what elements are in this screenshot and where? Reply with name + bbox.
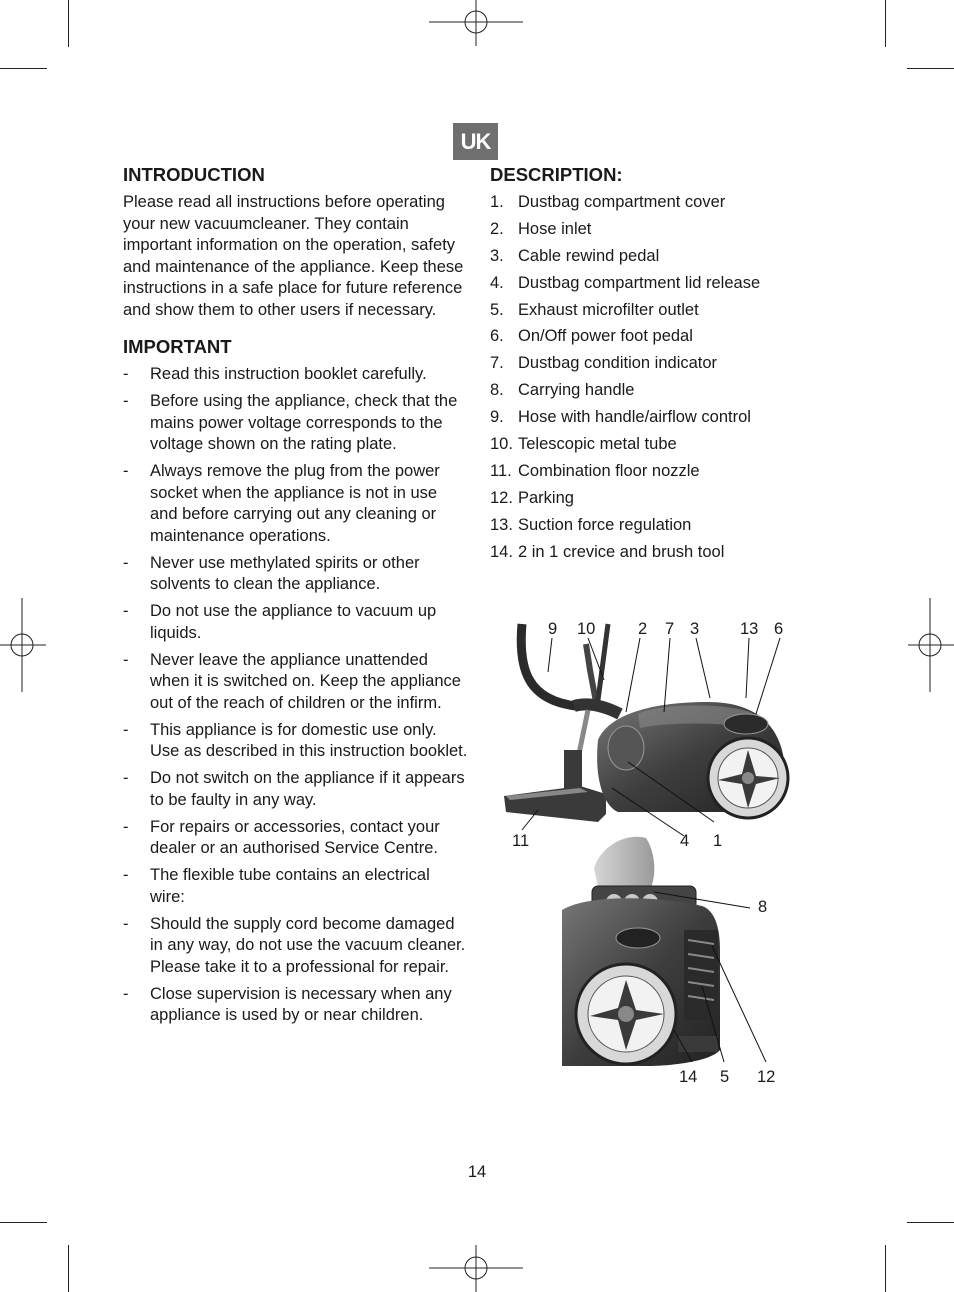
introduction-heading: INTRODUCTION: [123, 164, 265, 185]
list-item: - Close supervision is necessary when any appliance is used by or near children.: [123, 984, 468, 1027]
item-text: Exhaust microfilter outlet: [518, 300, 699, 319]
item-text: Carrying handle: [518, 381, 635, 400]
callout-label: 7: [665, 620, 675, 638]
item-text: Parking: [518, 488, 574, 507]
item-number: 12.: [490, 488, 513, 507]
list-item: [490, 300, 820, 322]
description-heading: DESCRIPTION:: [490, 164, 623, 185]
list-item: [490, 219, 820, 241]
callout-label: 8: [758, 898, 768, 916]
item-text: Suction force regulation: [518, 515, 692, 534]
callout-label: 2: [638, 620, 648, 638]
list-item: [490, 192, 820, 214]
callout-label: 4: [680, 832, 690, 850]
list-item: [490, 542, 820, 564]
introduction-text: Please read all instructions before operating your new vacuumcleaner. They contain important information on the operation, safety and maintenance of the appliance. Keep these instructions in a safe place for future reference and show them to other users if necessary.: [123, 193, 464, 319]
item-text: Telescopic metal tube: [518, 435, 677, 454]
crop-mark: [0, 1222, 47, 1223]
list-item: [490, 407, 820, 429]
crop-mark: [907, 68, 954, 69]
item-text: Hose with handle/airflow control: [518, 408, 751, 427]
list-item: [490, 353, 820, 375]
item-number: 5.: [490, 300, 504, 319]
callout-label: 1: [713, 832, 723, 850]
item-text: Cable rewind pedal: [518, 246, 660, 265]
list-item: [490, 273, 820, 295]
crop-mark: [907, 1222, 954, 1223]
item-text: On/Off power foot pedal: [518, 327, 693, 346]
item-number: 8.: [490, 381, 504, 400]
item-text: Dustbag compartment cover: [518, 193, 726, 211]
right-column: [490, 163, 820, 568]
list-item: [490, 326, 820, 348]
list-item: - This appliance is for domestic use only. Use as described in this instruction booklet.: [123, 720, 468, 763]
list-item: [490, 488, 820, 510]
list-item: [490, 434, 820, 456]
item-number: 9.: [490, 408, 504, 427]
important-list: [123, 364, 468, 1027]
item-number: 6.: [490, 327, 504, 346]
language-badge: UK: [453, 123, 498, 160]
crop-mark: [68, 0, 69, 47]
callout-label: 11: [512, 832, 530, 850]
crop-mark: [0, 68, 47, 69]
callout-label: 3: [690, 620, 700, 638]
list-item: - For repairs or accessories, contact your dealer or an authorised Service Centre.: [123, 817, 468, 860]
registration-mark-icon: [429, 0, 525, 48]
registration-mark-icon: [906, 598, 954, 694]
crop-mark: [885, 0, 886, 47]
callout-label: 9: [548, 620, 558, 638]
registration-mark-icon: [0, 598, 48, 694]
list-item: - Do not use the appliance to vacuum up liquids.: [123, 601, 468, 644]
list-item: - Do not switch on the appliance if it appears to be faulty in any way.: [123, 768, 468, 811]
item-number: 3.: [490, 246, 504, 265]
item-number: 2.: [490, 219, 504, 238]
left-column: [123, 163, 468, 1032]
item-text: Hose inlet: [518, 219, 592, 238]
list-item: - Never leave the appliance unattended when it is switched on. Keep the appliance out of the reach of children or the infirm.: [123, 650, 468, 715]
list-item: [490, 461, 820, 483]
crop-mark: [68, 1245, 69, 1292]
item-number: 7.: [490, 354, 504, 373]
callout-label: 5: [720, 1068, 730, 1086]
registration-mark-icon: [429, 1245, 525, 1292]
item-number: 4.: [490, 273, 504, 292]
list-item: - Should the supply cord become damaged in any way, do not use the vacuum cleaner. Please take it to a professional for repair.: [123, 914, 468, 979]
vacuum-cleaner-figure: [488, 610, 808, 1090]
callout-label: 12: [757, 1068, 776, 1086]
crop-mark: [885, 1245, 886, 1292]
callout-label: 10: [577, 620, 596, 638]
item-text: Dustbag compartment lid release: [518, 273, 761, 292]
list-item: - Before using the appliance, check that the mains power voltage corresponds to the voltage shown on the rating plate.: [123, 391, 468, 456]
item-number: 10.: [490, 435, 513, 454]
item-number: 13.: [490, 515, 513, 534]
page-number: 14: [467, 1163, 487, 1181]
list-item: - Always remove the plug from the power socket when the appliance is not in use and before carrying out any cleaning or maintenance operations.: [123, 461, 468, 547]
list-item: - The flexible tube contains an electrical wire:: [123, 865, 468, 908]
item-number: 11.: [490, 461, 512, 480]
item-text: 2 in 1 crevice and brush tool: [518, 542, 725, 561]
item-text: Combination floor nozzle: [518, 461, 700, 480]
list-item: - Never use methylated spirits or other solvents to clean the appliance.: [123, 553, 468, 596]
list-item: [490, 515, 820, 537]
callout-label: 6: [774, 620, 784, 638]
vacuum-cleaner-illustration: [488, 610, 808, 1090]
callout-label: 13: [740, 620, 759, 638]
description-list: [490, 192, 820, 563]
list-item: [490, 380, 820, 402]
list-item: - Read this instruction booklet carefully.: [123, 364, 468, 386]
item-text: Dustbag condition indicator: [518, 354, 718, 373]
list-item: [490, 246, 820, 268]
callout-label: 14: [679, 1068, 698, 1086]
item-number: 1.: [490, 193, 504, 211]
item-number: 14.: [490, 542, 513, 561]
important-heading: IMPORTANT: [123, 336, 232, 357]
